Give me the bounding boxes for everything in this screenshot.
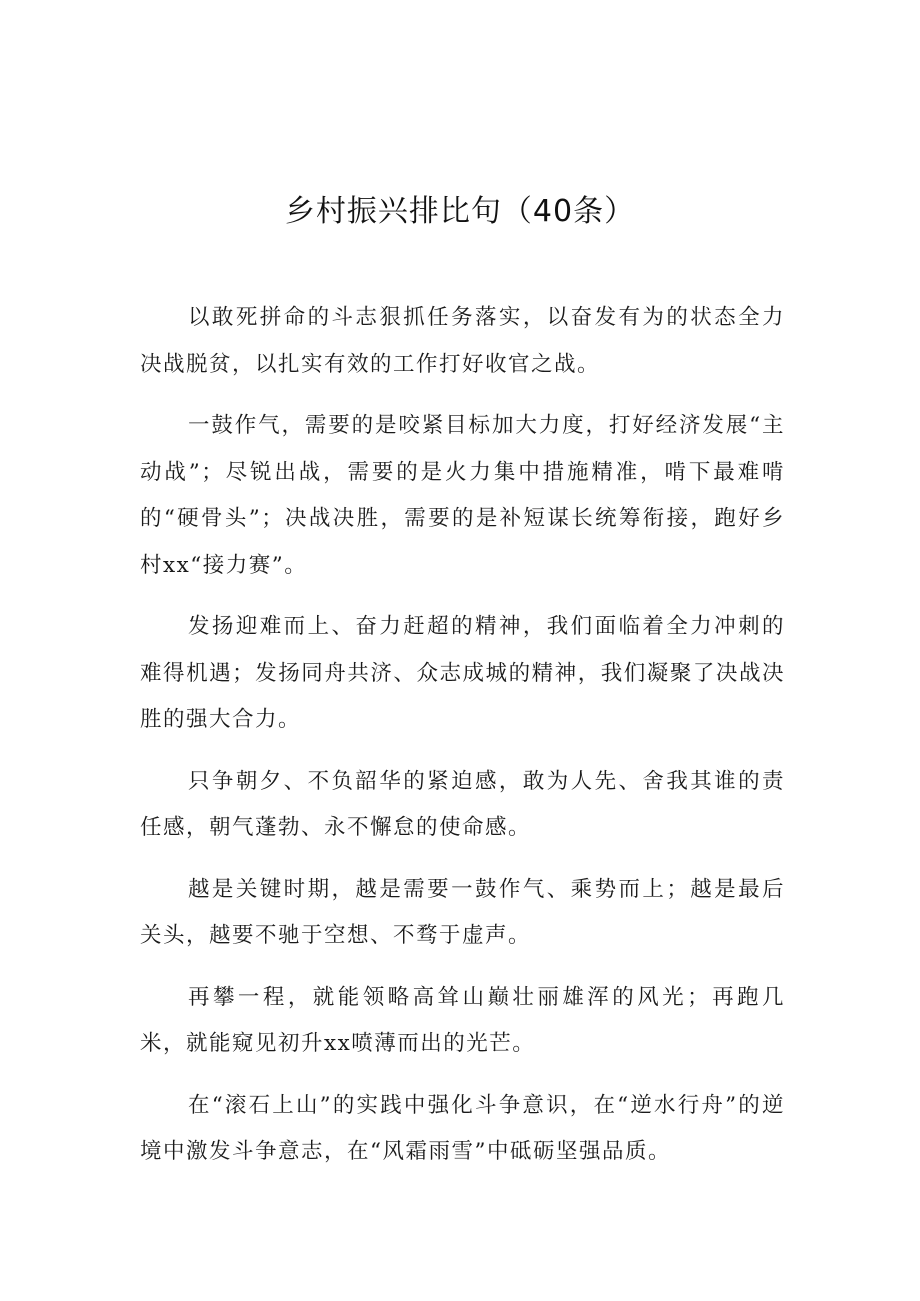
document-body bbox=[140, 295, 785, 1191]
paragraph: 发扬迎难而上、奋力赶超的精神，我们面临着全力冲刺的难得机遇；发扬同舟共济、众志成城的精神，我们凝聚了决战决胜的强大合力。 bbox=[140, 614, 785, 732]
paragraph: 只争朝夕、不负韶华的紧迫感，敢为人先、舍我其谁的责任感，朝气蓬勃、永不懈怠的使命感。 bbox=[140, 768, 785, 840]
paragraph: 越是关键时期，越是需要一鼓作气、乘势而上；越是最后关头，越要不驰于空想、不骛于虚声。 bbox=[140, 876, 785, 948]
document-title: 乡村振兴排比句（40条） bbox=[284, 194, 636, 229]
paragraph: 再攀一程，就能领略高耸山巅壮丽雄浑的风光；再跑几米，就能窥见初升xx喷薄而出的光芒。 bbox=[140, 984, 785, 1056]
paragraph: 在“滚石上山”的实践中强化斗争意识，在“逆水行舟”的逆境中激发斗争意志，在“风霜雨雪”中砥砺坚强品质。 bbox=[140, 1092, 785, 1164]
paragraph: 以敢死拼命的斗志狠抓任务落实，以奋发有为的状态全力决战脱贫，以扎实有效的工作打好收官之战。 bbox=[140, 305, 785, 377]
paragraph: 一鼓作气，需要的是咬紧目标加大力度，打好经济发展“主动战”；尽锐出战，需要的是火力集中措施精准，啃下最难啃的“硬骨头”；决战决胜，需要的是补短谋长统筹衔接，跑好乡村xx“接力赛”。 bbox=[140, 413, 785, 578]
